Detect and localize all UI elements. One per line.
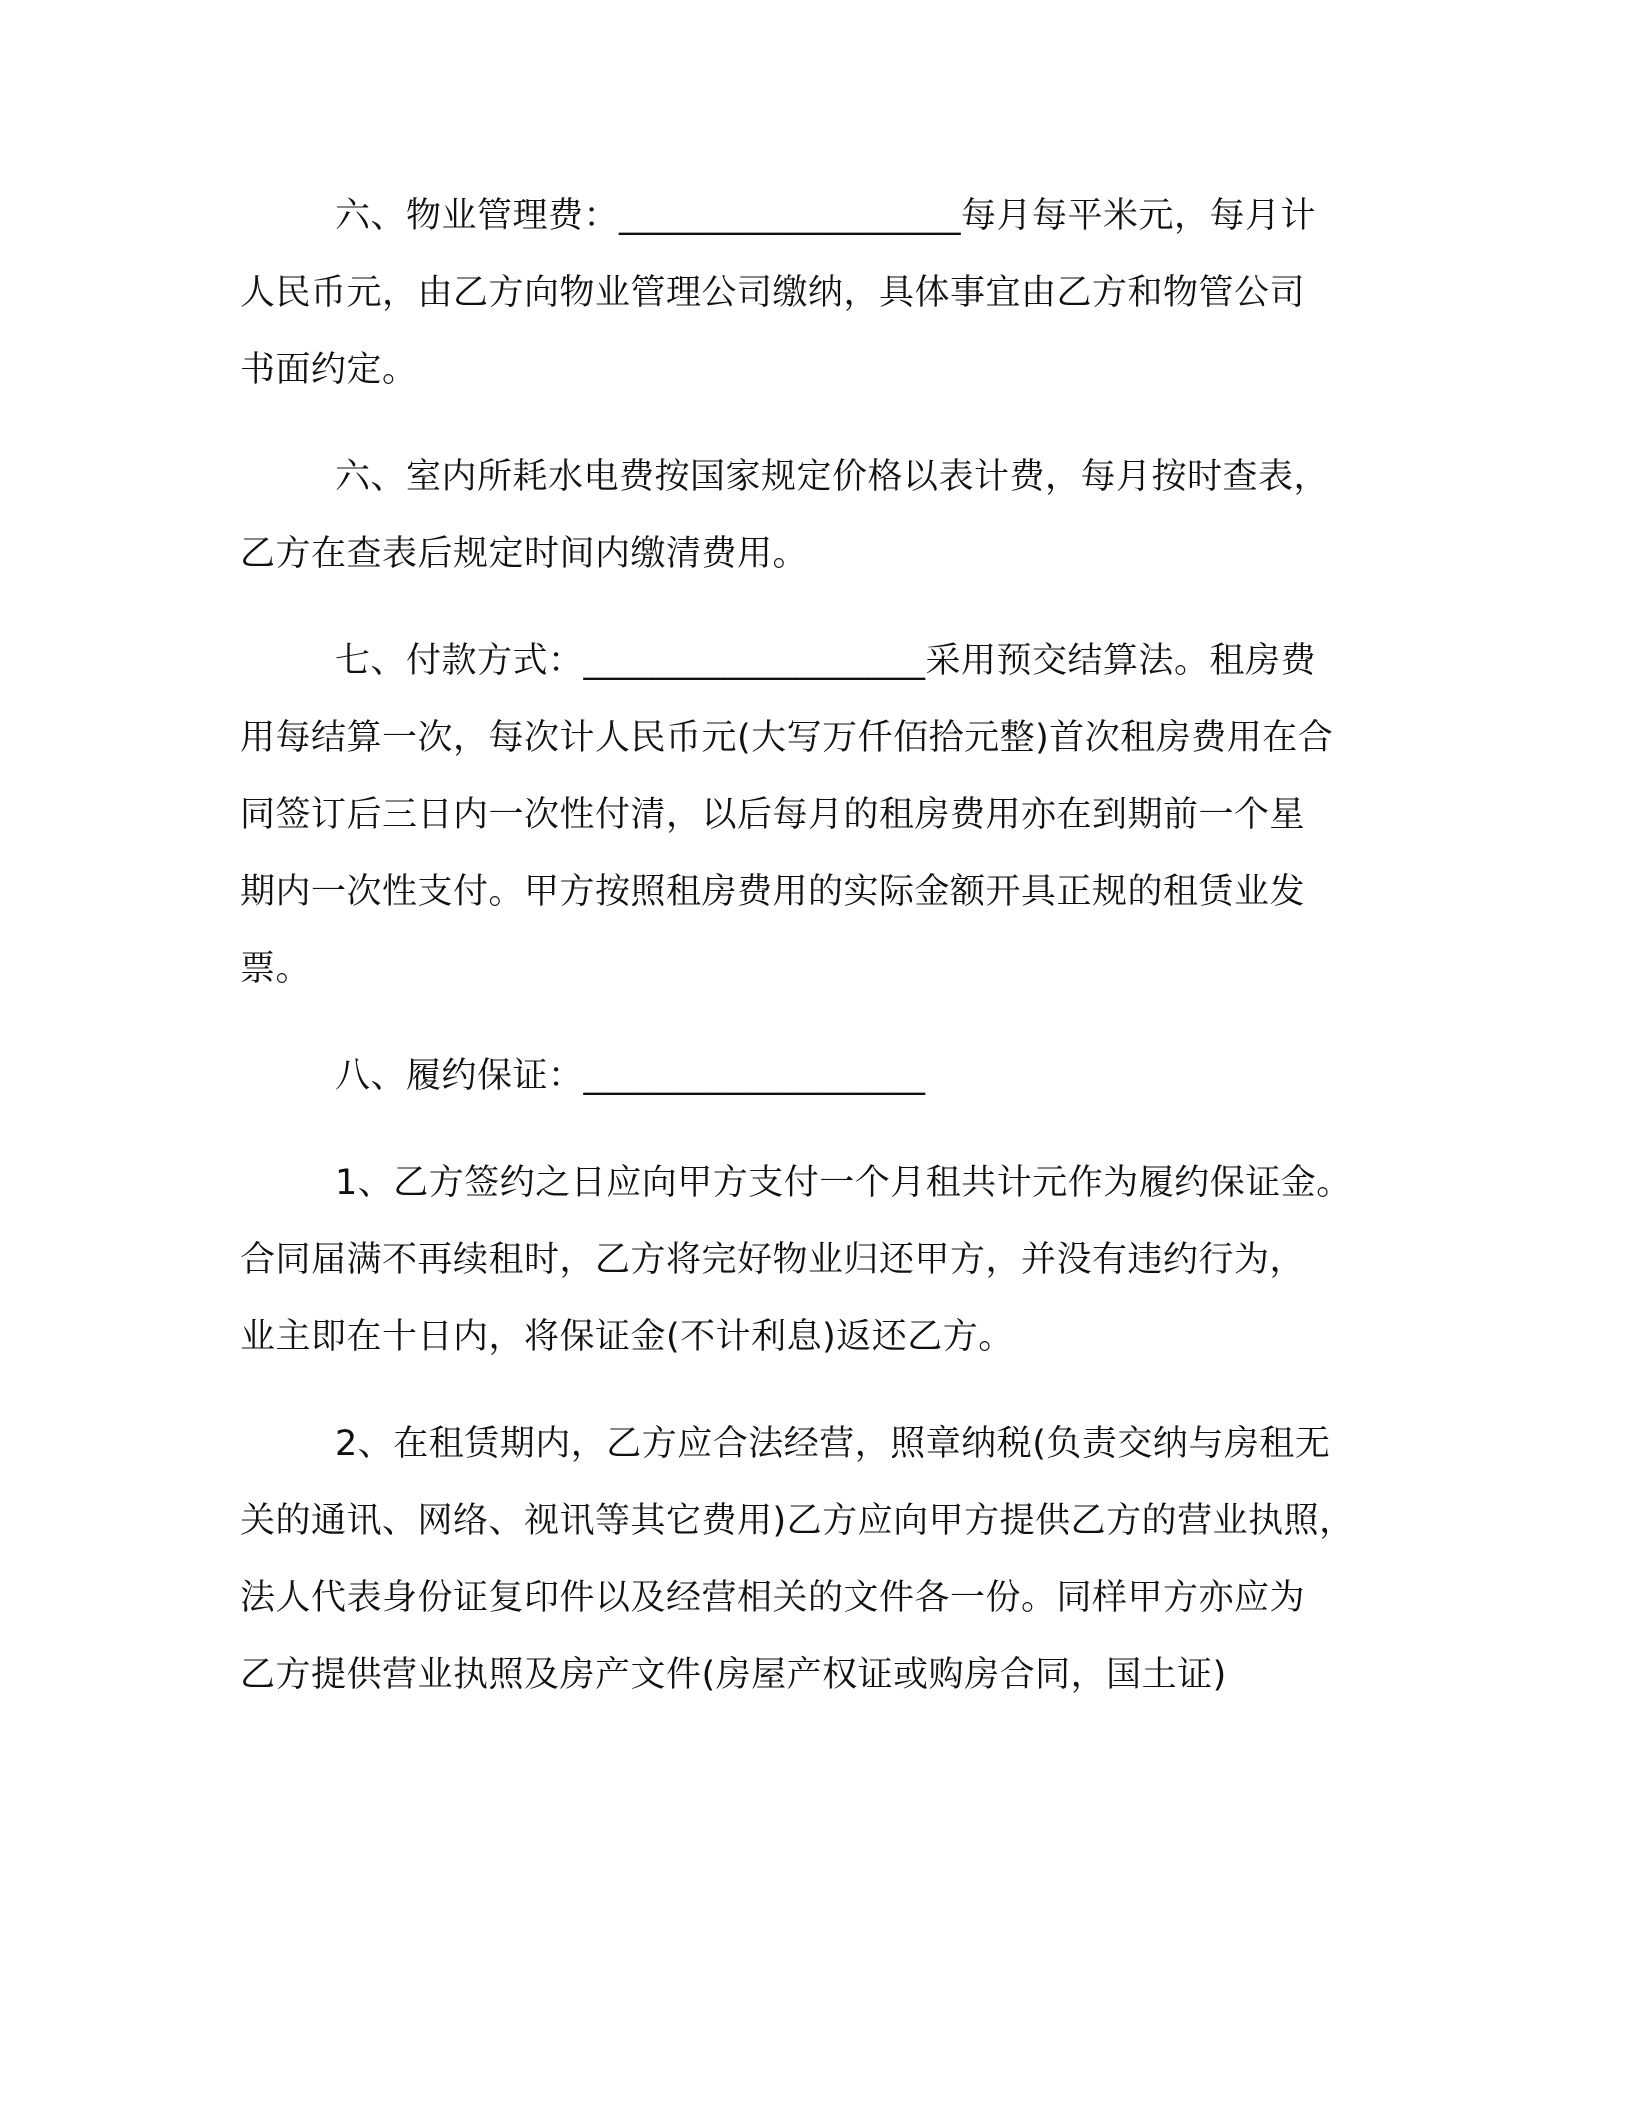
paragraph-lawful-operation	[240, 1406, 1390, 1714]
text-line: 乙方提供营业执照及房产文件(房屋产权证或购房合同，国土证)	[240, 1655, 1227, 1695]
text-line: 书面约定。	[240, 350, 418, 390]
paragraph-performance-guarantee	[240, 1038, 1390, 1115]
text-line: 六、室内所耗水电费按国家规定价格以表计费，每月按时查表，	[335, 457, 1330, 497]
paragraph-property-fee	[240, 178, 1390, 409]
text-line: 人民币元，由乙方向物业管理公司缴纳，具体事宜由乙方和物管公司	[240, 273, 1306, 313]
text-line: 八、履约保证：___________________	[335, 1056, 926, 1096]
text-line: 合同届满不再续租时，乙方将完好物业归还甲方，并没有违约行为，	[240, 1240, 1306, 1280]
text-line: 同签订后三日内一次性付清，以后每月的租房费用亦在到期前一个星	[240, 795, 1306, 835]
text-line: 期内一次性支付。甲方按照租房费用的实际金额开具正规的租赁业发	[240, 872, 1306, 912]
text-line: 用每结算一次，每次计人民币元(大写万仟佰拾元整)首次租房费用在合	[240, 718, 1334, 758]
text-line: 1、乙方签约之日应向甲方支付一个月租共计元作为履约保证金。	[335, 1163, 1352, 1203]
paragraph-payment-method	[240, 623, 1390, 1008]
text-line: 2、在租赁期内，乙方应合法经营，照章纳税(负责交纳与房租无	[335, 1424, 1331, 1464]
text-line: 六、物业管理费：___________________每月每平米元，每月计	[335, 196, 1317, 236]
paragraph-deposit	[240, 1145, 1390, 1376]
text-line: 票。	[240, 949, 312, 989]
text-line: 业主即在十日内，将保证金(不计利息)返还乙方。	[240, 1317, 1014, 1357]
text-line: 乙方在查表后规定时间内缴清费用。	[240, 534, 809, 574]
text-line: 法人代表身份证复印件以及经营相关的文件各一份。同样甲方亦应为	[240, 1578, 1306, 1618]
document-body	[240, 178, 1390, 1744]
paragraph-utilities	[240, 439, 1390, 593]
text-line: 七、付款方式：___________________采用预交结算法。租房费	[335, 641, 1317, 681]
text-line: 关的通讯、网络、视讯等其它费用)乙方应向甲方提供乙方的营业执照，	[240, 1501, 1355, 1541]
